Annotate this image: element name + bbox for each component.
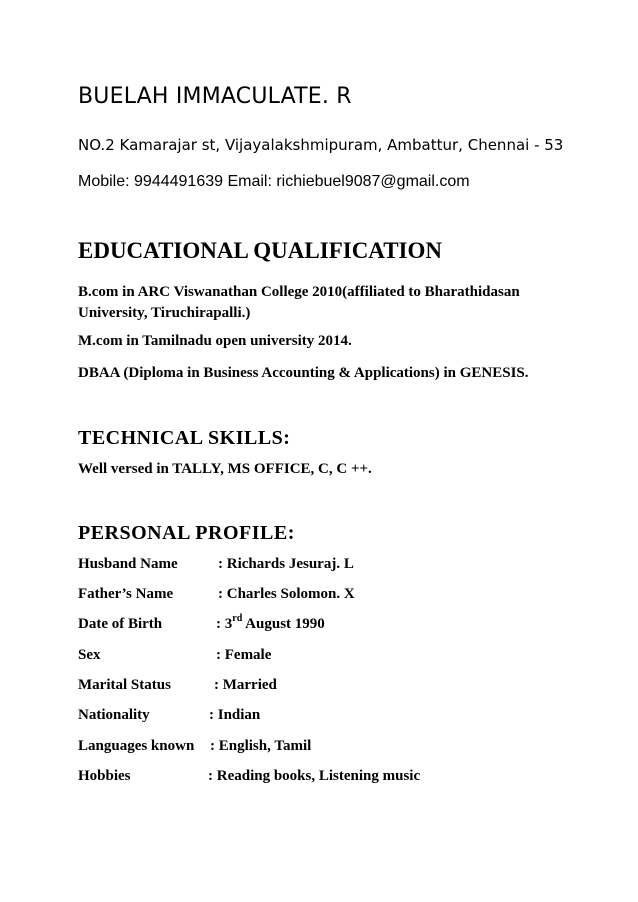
education-heading: EDUCATIONAL QUALIFICATION — [78, 238, 443, 263]
candidate-name: BUELAH IMMACULATE. R — [78, 84, 352, 109]
profile-label: Sex — [78, 647, 101, 663]
profile-value: : Richards Jesuraj. L — [218, 556, 354, 572]
profile-value: : Female — [216, 647, 272, 663]
dob-day: : 3 — [216, 616, 233, 632]
profile-value: : Charles Solomon. X — [218, 586, 355, 602]
profile-value — [216, 613, 325, 633]
dob-month-year: August 1990 — [242, 616, 325, 632]
education-item: M.com in Tamilnadu open university 2014. — [78, 333, 352, 349]
education-item: DBAA (Diploma in Business Accounting & Applications) in GENESIS. — [78, 365, 529, 381]
profile-value: : Indian — [209, 707, 261, 723]
address-line: NO.2 Kamarajar st, Vijayalakshmipuram, Ambattur, Chennai - 53 — [78, 136, 564, 154]
profile-label: Hobbies — [78, 768, 131, 784]
dob-ordinal: rd — [232, 613, 243, 624]
profile-value: : English, Tamil — [210, 738, 312, 754]
profile-label: Marital Status — [78, 677, 171, 693]
profile-heading: PERSONAL PROFILE: — [78, 522, 295, 544]
contact-line: Mobile: 9944491639 Email: richiebuel9087@gmail.com — [78, 173, 470, 190]
profile-label: Husband Name — [78, 556, 178, 572]
profile-value: : Reading books, Listening music — [208, 768, 421, 784]
skills-heading: TECHNICAL SKILLS: — [78, 427, 291, 449]
profile-label: Languages known — [78, 738, 195, 754]
profile-label: Nationality — [78, 707, 150, 723]
profile-label: Date of Birth — [78, 616, 163, 632]
education-item: B.com in ARC Viswanathan College 2010(affiliated to Bharathidasan University, Tiruchirapalli.) — [78, 284, 520, 321]
profile-label: Father’s Name — [78, 586, 174, 602]
profile-value: : Married — [214, 677, 277, 693]
skills-text: Well versed in TALLY, MS OFFICE, C, C ++. — [78, 461, 372, 477]
